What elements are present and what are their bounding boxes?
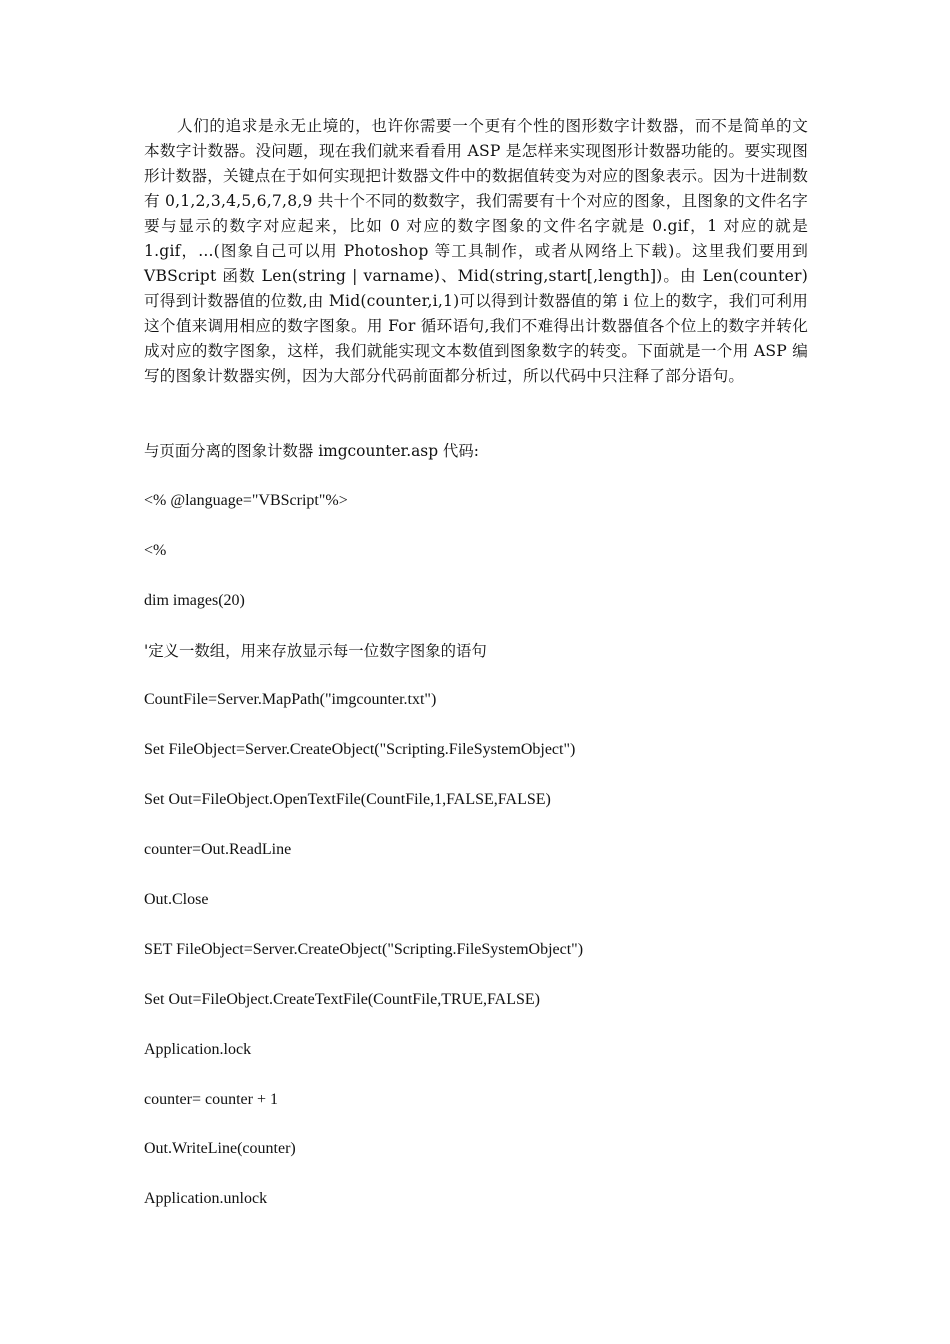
code-line-create-fileobject: Set FileObject=Server.CreateObject("Scripting.FileSystemObject") [144,741,576,759]
code-line-open-textfile: Set Out=FileObject.OpenTextFile(CountFile,1,FALSE,FALSE) [144,791,551,809]
code-line-close: Out.Close [144,891,209,909]
code-line-application-unlock: Application.unlock [144,1190,268,1208]
code-line-open-tag: <% [144,541,167,559]
code-listing [144,439,844,1237]
code-heading: 与页面分离的图象计数器 imgcounter.asp 代码: [144,442,479,460]
code-line-language: <% @language="VBScript"%> [144,491,348,509]
code-line-increment-counter: counter= counter + 1 [144,1090,278,1108]
code-line-writeline: Out.WriteLine(counter) [144,1140,296,1158]
code-line-create-textfile: Set Out=FileObject.CreateTextFile(CountFile,TRUE,FALSE) [144,990,540,1008]
intro-paragraph: 人们的追求是永无止境的，也许你需要一个更有个性的图形数字计数器，而不是简单的文本数字计数器。没问题，现在我们就来看看用 ASP 是怎样来实现图形计数器功能的。要实现图形计数器，关键点在于如何实现把计数器文件中的数据值转变为对应的图象表示。因为十进制数有 0,1,2,3,4,5,6,7,8,9 共十个不同的数数字，我们需要有十个对应的图象，且图象的文件名字要与显示的数字对应起来，比如 0 对应的数字图象的文件名字就是 0.gif，1 对应的就是 1.gif，...(图象自己可以用 Photoshop 等工具制作，或者从网络上下载)。这里我们要用到 VBScript 函数 Len(string | varname)、Mid(string,start[,length])。由 Len(counter)可得到计数器值的位数,由 Mid(counter,i,1)可以得到计数器值的第 i 位上的数字，我们可利用这个值来调用相应的数字图象。用 For 循环语句,我们不难得出计数器值各个位上的数字并转化成对应的数字图象，这样，我们就能实现文本数值到图象数字的转变。下面就是一个用 ASP 编写的图象计数器实例，因为大部分代码前面都分析过，所以代码中只注释了部分语句。 [144,117,808,385]
code-line-countfile: CountFile=Server.MapPath("imgcounter.txt") [144,691,437,709]
code-line-readline: counter=Out.ReadLine [144,841,292,859]
code-line-application-lock: Application.lock [144,1040,252,1058]
code-line-create-fileobject-again: SET FileObject=Server.CreateObject("Scripting.FileSystemObject") [144,940,584,958]
code-comment: '定义一数组，用来存放显示每一位数字图象的语句 [144,641,487,660]
code-line-dim-images: dim images(20) [144,591,245,609]
